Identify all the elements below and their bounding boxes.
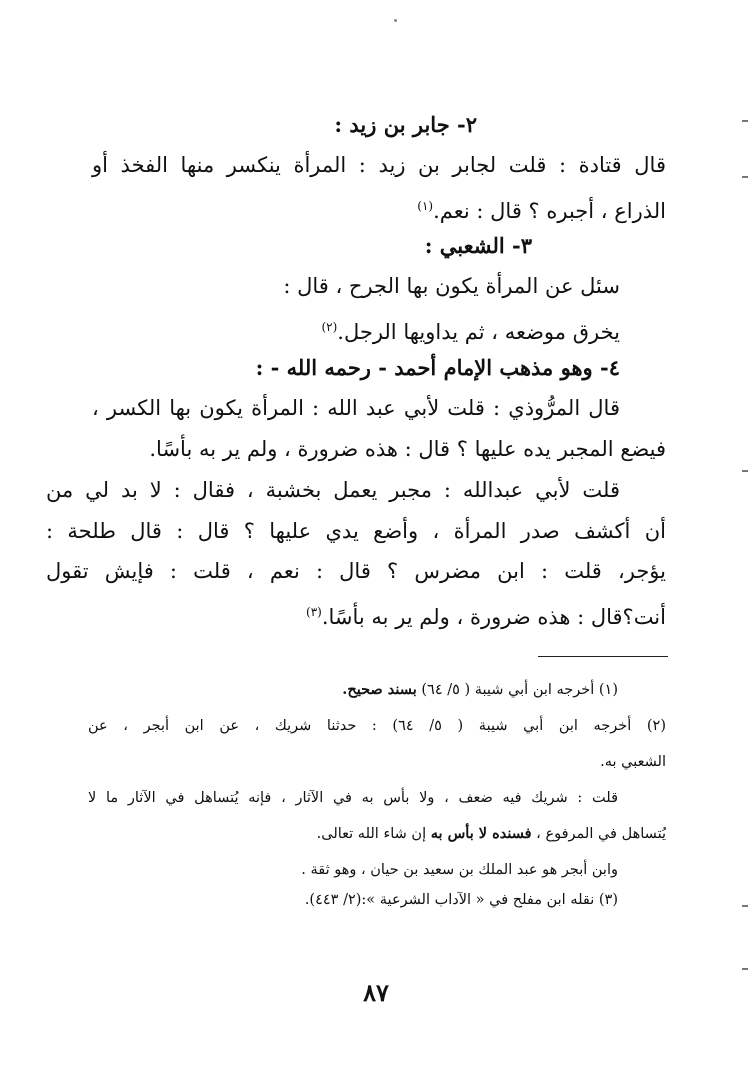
scan-mark xyxy=(742,968,748,970)
footnote-2-line-3: قلت : شريك فيه ضعف ، ولا بأس به في الآثار ، فإنه يُتساهل في الآثار ما لا xyxy=(88,790,619,806)
para-question-line-3: يؤجر، قلت : ابن مضرس ؟ قال : نعم ، قلت : فإيش تقول xyxy=(46,559,666,583)
heading-shabi: ٣- الشعبي : xyxy=(424,233,532,258)
para-ahmad-line-1: قال المرُّوذي : قلت لأبي عبد الله : المرأة يكون بها الكسر ، xyxy=(92,396,620,420)
scan-mark xyxy=(742,120,748,122)
page-number: ٨٧ xyxy=(363,978,389,1007)
heading-ahmad: ٤- وهو مذهب الإمام أحمد - رحمه الله - : xyxy=(255,355,620,380)
footnote-ref-2: (٢) xyxy=(321,320,338,334)
footnote-2-line-4: يُتساهل في المرفوع ، فسنده لا بأس به إن شاء الله تعالى. xyxy=(316,825,666,842)
footnote-2-line-1: (٢) أخرجه ابن أبي شيبة ( ٥/ ٦٤) : حدثنا شريك ، عن ابن أبجر ، عن xyxy=(88,718,667,734)
footnote-2-line-5: وابن أبجر هو عبد الملك بن سعيد بن حيان ، وهو ثقة . xyxy=(301,862,618,878)
para-question-line-1: قلت لأبي عبدالله : مجبر يعمل بخشبة ، فقال : لا بد لي من xyxy=(46,478,620,502)
para-shabi-line-2: يخرق موضعه ، ثم يداويها الرجل.$^{(٢)}$ xyxy=(321,320,620,344)
scan-dot xyxy=(394,19,397,22)
para-question-line-4: أنت؟قال : هذه ضرورة ، ولم ير به بأسًا.$^{(٣)}$ xyxy=(306,605,666,629)
scan-mark xyxy=(742,470,748,472)
footnote-3: (٣) نقله ابن مفلح في « الآداب الشرعية »:(٢/ ٤٤٣). xyxy=(304,892,618,908)
footnote-2-line-2: الشعبي به. xyxy=(600,754,666,770)
para-question-line-2: أن أكشف صدر المرأة ، وأضع يدي عليها ؟ قال : قال طلحة : xyxy=(46,519,666,543)
para-jabir-line-1: قال قتادة : قلت لجابر بن زيد : المرأة ينكسر منها الفخذ أو xyxy=(92,153,666,177)
heading-jabir: ٢- جابر بن زيد : xyxy=(334,112,477,137)
footnote-ref-1: (١) xyxy=(417,199,434,213)
scan-mark xyxy=(742,905,748,907)
footnote-divider xyxy=(538,656,668,657)
footnote-1: (١) أخرجه ابن أبي شيبة ( ٥/ ٦٤) بسند صحيح. xyxy=(342,681,618,698)
para-jabir-line-2: الذراع ، أجبره ؟ قال : نعم.$^{(١)}$ xyxy=(417,199,666,223)
para-ahmad-line-2: فيضع المجبر يده عليها ؟ قال : هذه ضرورة ، ولم ير به بأسًا. xyxy=(149,437,666,461)
footnote-ref-3: (٣) xyxy=(306,605,322,619)
para-shabi-line-1: سئل عن المرأة يكون بها الجرح ، قال : xyxy=(283,274,620,298)
scan-mark xyxy=(742,176,748,178)
